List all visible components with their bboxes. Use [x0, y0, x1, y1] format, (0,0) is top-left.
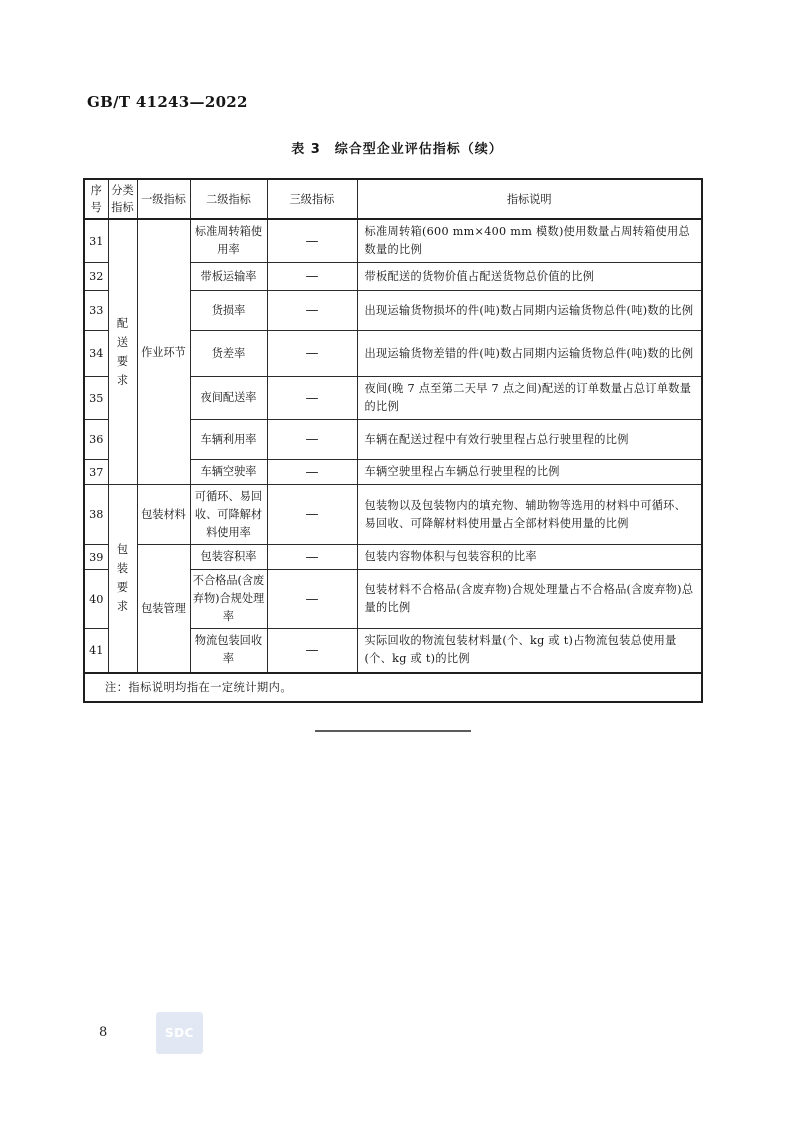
cell-seq: 34 [84, 331, 108, 377]
header-seq: 序号 [84, 179, 108, 219]
cell-level3: — [267, 485, 357, 545]
cell-level2: 货损率 [190, 291, 267, 331]
cell-level2: 车辆空驶率 [190, 460, 267, 485]
cell-level3: — [267, 420, 357, 460]
cell-description: 标准周转箱(600 mm×400 mm 模数)使用数量占周转箱使用总数量的比例 [357, 219, 702, 263]
table-row [84, 485, 702, 545]
cell-level2: 带板运输率 [190, 263, 267, 291]
cell-seq: 36 [84, 420, 108, 460]
cell-seq: 40 [84, 570, 108, 629]
cell-seq: 39 [84, 545, 108, 570]
cell-description: 车辆空驶里程占车辆总行驶里程的比例 [357, 460, 702, 485]
cell-description: 带板配送的货物价值占配送货物总价值的比例 [357, 263, 702, 291]
standard-number: GB/T 41243—2022 [87, 93, 248, 111]
cell-level1: 包装材料 [137, 485, 190, 545]
cell-level3: — [267, 460, 357, 485]
cell-level3: — [267, 629, 357, 673]
cell-description: 出现运输货物损坏的件(吨)数占同期内运输货物总件(吨)数的比例 [357, 291, 702, 331]
page-number: 8 [99, 1025, 108, 1040]
end-of-content-rule [315, 730, 471, 732]
cell-description: 包装材料不合格品(含废弃物)合规处理量占不合格品(含废弃物)总量的比例 [357, 570, 702, 629]
cell-description: 包装内容物体积与包装容积的比率 [357, 545, 702, 570]
cell-category: 配送要求 [108, 219, 137, 485]
cell-description: 夜间(晚 7 点至第二天早 7 点之间)配送的订单数量占总订单数量的比例 [357, 377, 702, 420]
cell-category: 包装要求 [108, 485, 137, 673]
cell-seq: 33 [84, 291, 108, 331]
note-row [84, 673, 702, 702]
cell-seq: 38 [84, 485, 108, 545]
table-row [84, 219, 702, 263]
table-note: 注：指标说明均指在一定统计期内。 [84, 673, 702, 702]
table-header-row [84, 179, 702, 219]
header-category: 分类指标 [108, 179, 137, 219]
cell-level2: 物流包装回收率 [190, 629, 267, 673]
cell-level3: — [267, 263, 357, 291]
cell-level3: — [267, 570, 357, 629]
cell-description: 车辆在配送过程中有效行驶里程占总行驶里程的比例 [357, 420, 702, 460]
cell-level2: 货差率 [190, 331, 267, 377]
sdc-watermark-logo: SDC [156, 1012, 203, 1054]
cell-description: 包装物以及包装物内的填充物、辅助物等选用的材料中可循环、易回收、可降解材料使用量占全部材料使用量的比例 [357, 485, 702, 545]
cell-description: 实际回收的物流包装材料量(个、kg 或 t)占物流包装总使用量(个、kg 或 t)的比例 [357, 629, 702, 673]
table-title: 表 3 综合型企业评估指标（续） [291, 142, 503, 157]
cell-level2: 不合格品(含废弃物)合规处理率 [190, 570, 267, 629]
table-row [84, 545, 702, 570]
cell-level2: 车辆利用率 [190, 420, 267, 460]
header-level1: 一级指标 [137, 179, 190, 219]
header-level2: 二级指标 [190, 179, 267, 219]
cell-level3: — [267, 331, 357, 377]
cell-level1: 包装管理 [137, 545, 190, 673]
cell-level2: 可循环、易回收、可降解材料使用率 [190, 485, 267, 545]
evaluation-indicator-table [83, 178, 703, 703]
header-description: 指标说明 [357, 179, 702, 219]
cell-seq: 37 [84, 460, 108, 485]
cell-level3: — [267, 219, 357, 263]
cell-seq: 35 [84, 377, 108, 420]
cell-level2: 包装容积率 [190, 545, 267, 570]
cell-description: 出现运输货物差错的件(吨)数占同期内运输货物总件(吨)数的比例 [357, 331, 702, 377]
header-level3: 三级指标 [267, 179, 357, 219]
cell-seq: 41 [84, 629, 108, 673]
cell-level2: 夜间配送率 [190, 377, 267, 420]
cell-level2: 标准周转箱使用率 [190, 219, 267, 263]
cell-level1: 作业环节 [137, 219, 190, 485]
table-body [84, 219, 702, 673]
table-header [84, 179, 702, 219]
cell-level3: — [267, 545, 357, 570]
cell-seq: 31 [84, 219, 108, 263]
cell-level3: — [267, 377, 357, 420]
cell-level3: — [267, 291, 357, 331]
table-footer [84, 673, 702, 702]
cell-seq: 32 [84, 263, 108, 291]
